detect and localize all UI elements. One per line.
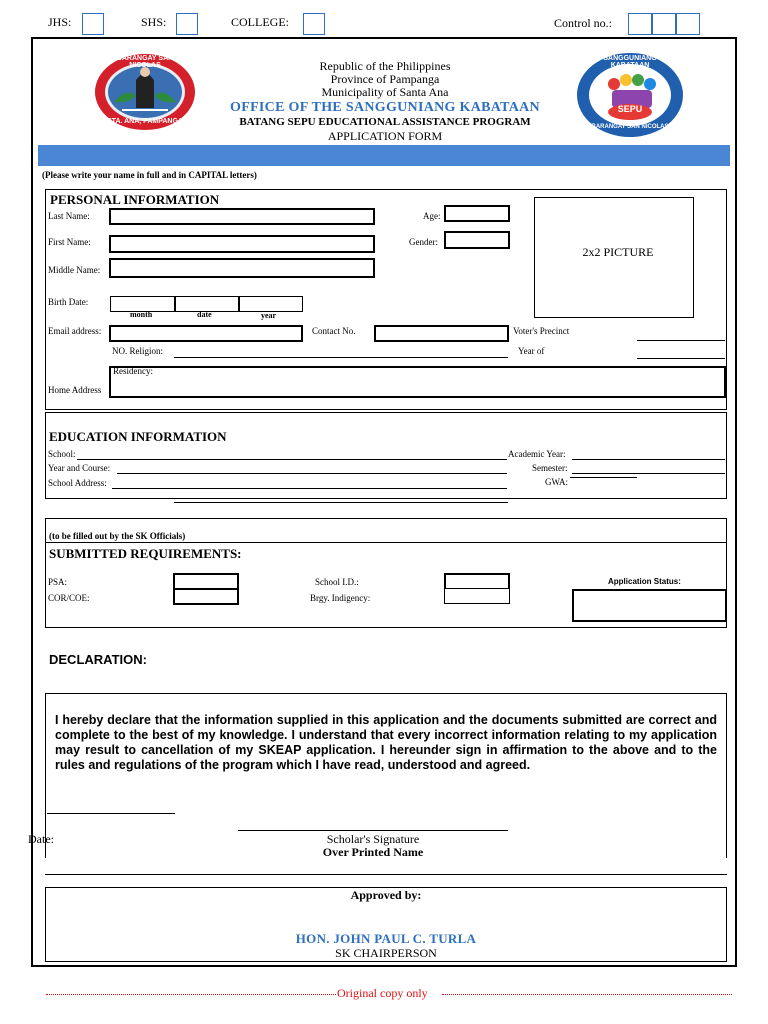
submitted-requirements-title: SUBMITTED REQUIREMENTS: <box>49 546 242 561</box>
birth-year-caption: year <box>261 311 277 320</box>
form-title: APPLICATION FORM <box>327 129 443 143</box>
program-title: BATANG SEPU EDUCATIONAL ASSISTANCE PROGRAM <box>239 116 531 128</box>
letterhead-line-3: Municipality of Santa Ana <box>321 85 449 99</box>
footer-dotted-right <box>442 994 732 995</box>
letterhead-line-1: Republic of the Philippines <box>319 59 451 73</box>
signature-line[interactable] <box>238 830 508 831</box>
last-name-label: Last Name: <box>48 211 90 221</box>
letterhead-line-2: Province of Pampanga <box>330 72 440 86</box>
footer-dotted-left <box>46 994 336 995</box>
birth-day-caption: date <box>197 310 212 319</box>
birth-month-caption: month <box>130 310 153 319</box>
first-name-label: First Name: <box>48 237 91 247</box>
shs-label: SHS: <box>141 15 167 29</box>
school-label: School: <box>48 449 76 459</box>
contact-no-input[interactable] <box>374 325 509 342</box>
gender-input[interactable] <box>444 231 510 249</box>
academic-year-line[interactable] <box>572 459 725 460</box>
birth-date-label: Birth Date: <box>48 297 89 307</box>
sk-chairperson-name: HON. JOHN PAUL C. TURLA <box>295 931 477 946</box>
year-of-residency-line[interactable] <box>637 358 725 359</box>
middle-name-label: Middle Name: <box>48 265 101 275</box>
birth-year-input[interactable] <box>239 296 303 312</box>
contact-no-label: Contact No. <box>312 326 356 336</box>
gwa-line[interactable] <box>570 477 637 478</box>
gwa-label: GWA: <box>545 477 568 487</box>
college-checkbox[interactable] <box>303 13 325 35</box>
school-id-label: School I.D.: <box>315 577 359 587</box>
brgy-indigency-label: Brgy. Indigency: <box>310 593 371 603</box>
sk-officials-note: (to be filled out by the SK Officials) <box>49 531 186 541</box>
email-input[interactable] <box>109 325 303 342</box>
header-band <box>38 145 730 166</box>
control-no-label: Control no.: <box>554 16 613 30</box>
right-logo-top-text: SANGGUNIANG KABATAAN <box>603 55 657 69</box>
voters-precinct-line[interactable] <box>637 340 725 341</box>
school-address-label: School Address: <box>48 478 107 488</box>
home-address-input[interactable] <box>109 366 726 398</box>
year-course-line[interactable] <box>117 473 507 474</box>
approval-top-line <box>45 874 727 875</box>
school-address-line[interactable] <box>112 488 507 489</box>
left-logo-bottom-text: STA. ANA, PAMPANGA <box>107 118 183 125</box>
application-status-box[interactable] <box>572 589 727 622</box>
religion-label: NO. Religion: <box>112 346 163 356</box>
over-printed-name-label: Over Printed Name <box>322 845 424 859</box>
semester-label: Semester: <box>532 463 568 473</box>
gender-label: Gender: <box>409 237 438 247</box>
right-logo-bottom-text: BARANGAY SAN NICOLAS <box>591 124 669 130</box>
sk-chairperson-position: SK CHAIRPERSON <box>335 946 437 960</box>
education-information-section <box>45 412 727 499</box>
office-title: OFFICE OF THE SANGGUNIANG KABATAAN <box>230 100 540 115</box>
semester-line[interactable] <box>572 473 725 474</box>
personal-information-title: PERSONAL INFORMATION <box>50 192 220 207</box>
middle-name-input[interactable] <box>109 258 375 278</box>
brgy-indigency-checkbox[interactable] <box>444 588 510 604</box>
control-no-box-2[interactable] <box>652 13 676 35</box>
psa-label: PSA: <box>48 577 68 587</box>
shs-checkbox[interactable] <box>176 13 198 35</box>
education-information-title: EDUCATION INFORMATION <box>49 429 227 444</box>
requirements-divider <box>45 542 727 543</box>
control-no-box-1[interactable] <box>628 13 652 35</box>
capital-letters-instruction: (Please write your name in full and in CAPITAL letters) <box>42 170 257 180</box>
education-separator-line <box>174 502 508 503</box>
year-of-label: Year of <box>518 346 545 356</box>
voters-precinct-label: Voter's Precinct <box>513 326 570 336</box>
control-no-box-3[interactable] <box>676 13 700 35</box>
declaration-text: I hereby declare that the information supplied in this application and the documents submitted are correct and complete to the best of my knowledge. I understand that every incorrect information relating to my application may result to cancellation of my SKEAP application. I hereunder sign in affirmation to the above and to the rules and regulations of the program which I have read, understood and agreed. <box>55 713 717 772</box>
left-logo-top-text: BARANGAY SAN NICOLAS <box>116 55 174 69</box>
year-course-label: Year and Course: <box>48 463 111 473</box>
religion-line[interactable] <box>174 357 508 358</box>
age-label: Age: <box>423 211 441 221</box>
right-logo-center-text: SEPU <box>617 104 643 114</box>
declaration-title: DECLARATION: <box>49 652 147 667</box>
home-address-label: Home Address <box>48 385 102 395</box>
cor-coe-label: COR/COE: <box>48 593 90 603</box>
jhs-label: JHS: <box>48 15 72 29</box>
college-label: COLLEGE: <box>231 15 289 29</box>
email-label: Email address: <box>48 326 102 336</box>
age-input[interactable] <box>444 205 510 222</box>
original-copy-note: Original copy only <box>337 986 428 1000</box>
date-label: Date: <box>28 832 54 846</box>
application-status-label: Application Status: <box>608 577 681 586</box>
residency-label: Residency: <box>113 366 153 376</box>
photo-label: 2x2 PICTURE <box>582 245 654 259</box>
cor-coe-checkbox[interactable] <box>173 588 239 605</box>
jhs-checkbox[interactable] <box>82 13 104 35</box>
date-line[interactable] <box>47 813 175 814</box>
academic-year-label: Academic Year: <box>508 449 566 459</box>
school-line[interactable] <box>77 459 507 460</box>
last-name-input[interactable] <box>109 208 375 225</box>
scholar-signature-label: Scholar's Signature <box>326 832 420 846</box>
first-name-input[interactable] <box>109 235 375 253</box>
approved-by-label: Approved by: <box>350 888 422 902</box>
